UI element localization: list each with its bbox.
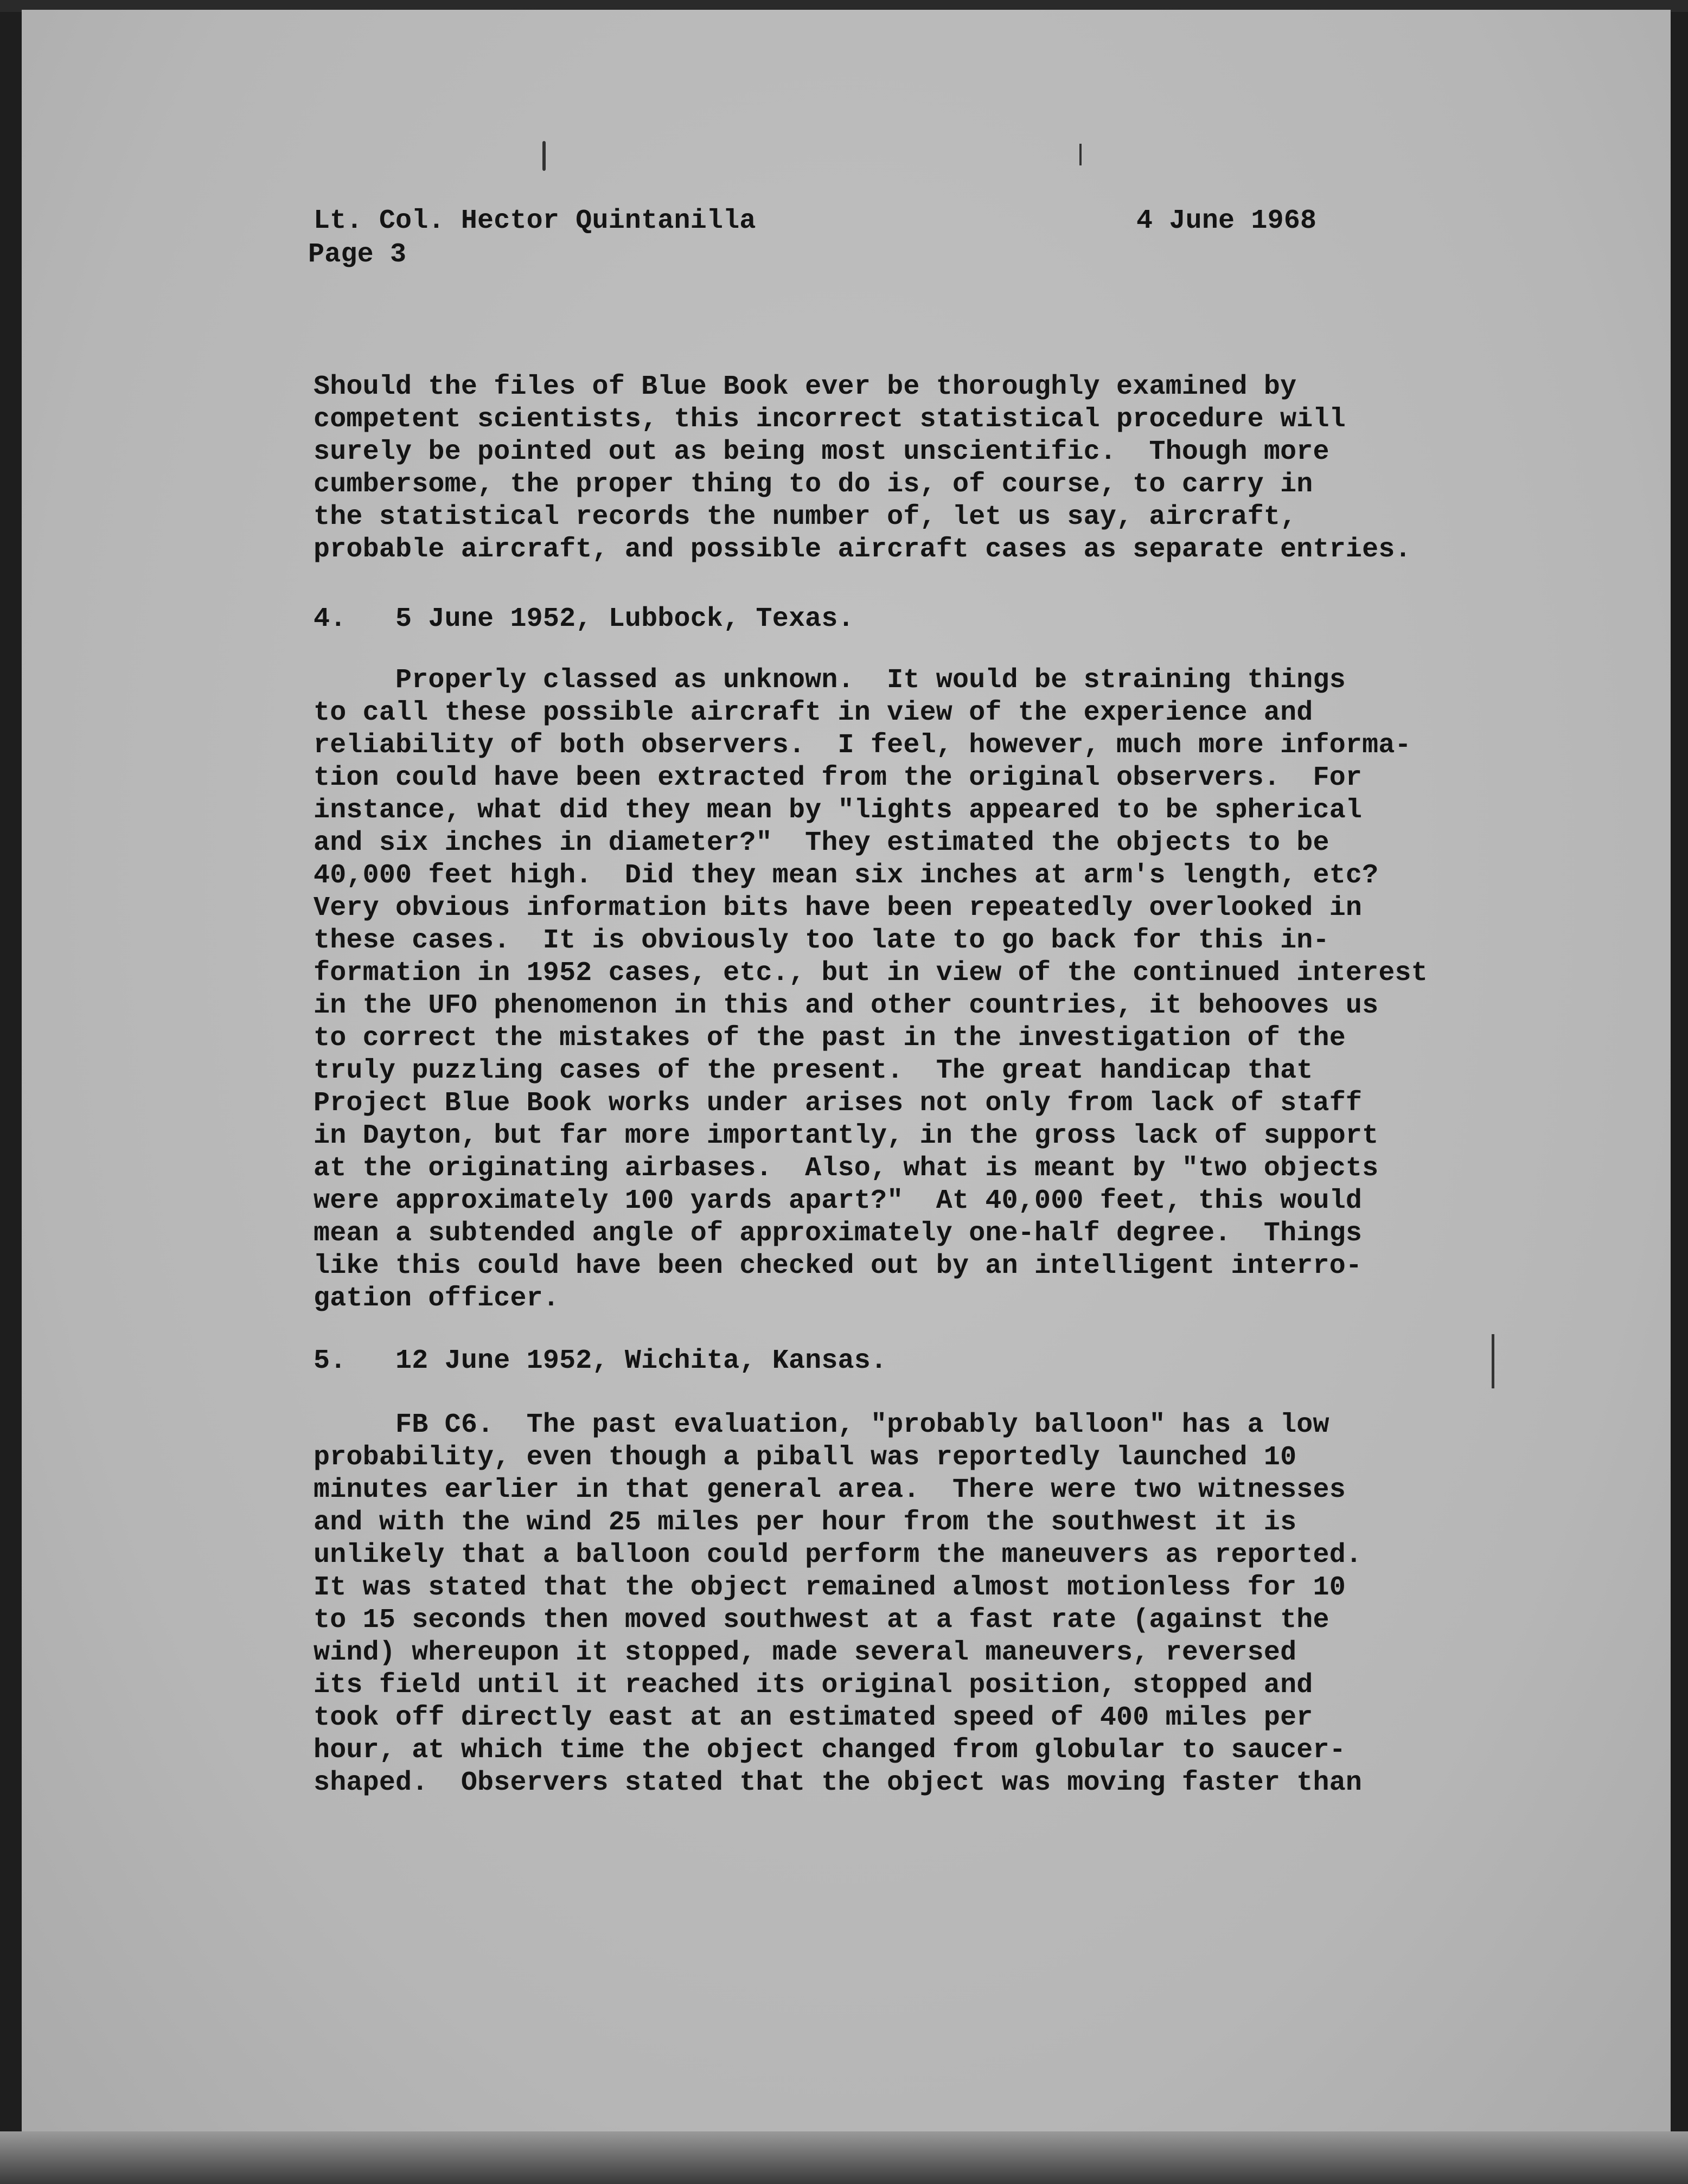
text-line: shaped. Observers stated that the object was moving faster than [314,1767,1363,1798]
text-line: surely be pointed out as being most unscientific. Though more [314,437,1329,467]
margin-mark [542,141,546,171]
text-line: were approximately 100 yards apart?" At 40,000 feet, this would [314,1186,1363,1216]
addressee: Lt. Col. Hector Quintanilla [314,206,756,236]
text-line: gation officer. [314,1283,560,1314]
margin-mark [1492,1334,1494,1388]
text-line: took off directly east at an estimated speed of 400 miles per [314,1702,1313,1733]
letter-date: 4 June 1968 [1136,206,1317,236]
text-line: instance, what did they mean by "lights appeared to be spherical [314,795,1363,826]
text-line: Project Blue Book works under arises not only from lack of staff [314,1088,1363,1119]
text-line: its field until it reached its original position, stopped and [314,1670,1313,1701]
text-line: competent scientists, this incorrect statistical procedure will [314,404,1346,435]
text-line: 40,000 feet high. Did they mean six inches at arm's length, etc? [314,860,1379,891]
item-5-paragraph [314,1409,1362,1799]
text-line: to call these possible aircraft in view of the experience and [314,697,1313,728]
text-line: to correct the mistakes of the past in the investigation of the [314,1023,1346,1054]
text-line: to 15 seconds then moved southwest at a fast rate (against the [314,1605,1329,1636]
text-line: minutes earlier in that general area. There were two witnesses [314,1475,1346,1506]
text-line: probable aircraft, and possible aircraft cases as separate entries. [314,534,1411,565]
text-line: formation in 1952 cases, etc., but in view of the continued interest [314,958,1428,989]
text-line: Properly classed as unknown. It would be straining things [314,665,1346,696]
text-line: It was stated that the object remained almost motionless for 10 [314,1572,1346,1603]
text-line: tion could have been extracted from the original observers. For [314,763,1363,793]
item-5-heading: 5. 12 June 1952, Wichita, Kansas. [314,1346,887,1376]
text-line: unlikely that a balloon could perform the maneuvers as reported. [314,1540,1363,1571]
scan-bottom-edge [0,2131,1688,2184]
text-line: truly puzzling cases of the present. The great handicap that [314,1055,1313,1086]
text-line: at the originating airbases. Also, what is meant by "two objects [314,1153,1379,1184]
text-line: Very obvious information bits have been repeatedly overlooked in [314,893,1363,924]
margin-mark [1079,144,1082,165]
text-line: and with the wind 25 miles per hour from the southwest it is [314,1507,1297,1538]
text-line: in the UFO phenomenon in this and other countries, it behooves us [314,990,1379,1021]
item-4-heading: 4. 5 June 1952, Lubbock, Texas. [314,604,854,635]
text-line: cumbersome, the proper thing to do is, of course, to carry in [314,469,1313,500]
text-line: Should the files of Blue Book ever be thoroughly examined by [314,372,1297,402]
text-line: probability, even though a piball was reportedly launched 10 [314,1442,1297,1473]
text-line: in Dayton, but far more importantly, in the gross lack of support [314,1120,1379,1151]
text-line: wind) whereupon it stopped, made several maneuvers, reversed [314,1637,1297,1668]
page-number: Page 3 [308,239,407,270]
text-line: the statistical records the number of, let us say, aircraft, [314,502,1297,533]
item-4-paragraph [314,664,1428,1315]
text-line: reliability of both observers. I feel, however, much more informa- [314,730,1411,761]
text-line: hour, at which time the object changed from globular to saucer- [314,1735,1346,1766]
text-line: these cases. It is obviously too late to go back for this in- [314,925,1329,956]
text-line: FB C6. The past evaluation, "probably balloon" has a low [314,1410,1329,1440]
text-line: like this could have been checked out by an intelligent interro- [314,1251,1363,1282]
paragraph-continued [314,371,1411,566]
text-line: and six inches in diameter?" They estimated the objects to be [314,828,1329,859]
text-line: mean a subtended angle of approximately one-half degree. Things [314,1218,1363,1249]
